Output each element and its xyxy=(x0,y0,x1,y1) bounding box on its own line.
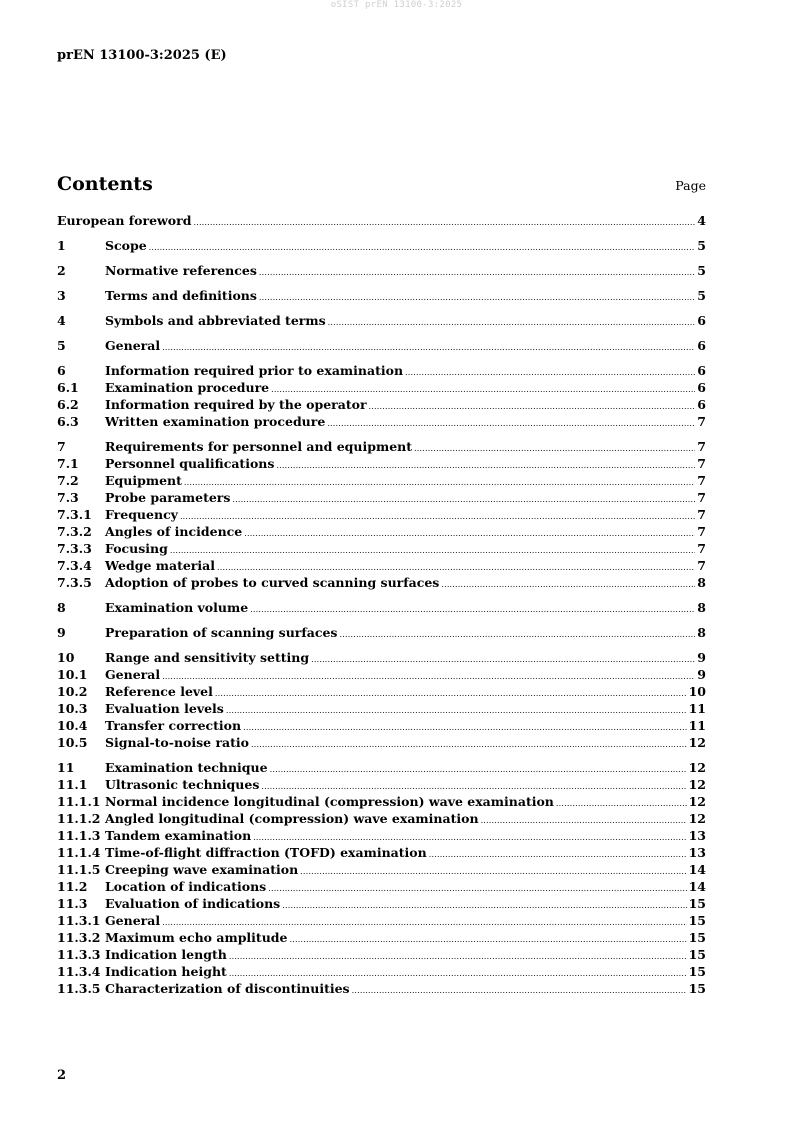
toc-entry-number: 11.1.2 xyxy=(57,811,101,826)
toc-entry-number: 11.3.5 xyxy=(57,981,101,996)
toc-entry[interactable] xyxy=(57,929,706,946)
toc-entry-number: 6 xyxy=(57,363,66,378)
dot-leader xyxy=(232,491,695,508)
toc-entry-number: 3 xyxy=(57,288,66,303)
toc-entry-page: 6 xyxy=(697,363,706,378)
toc-entry[interactable] xyxy=(57,379,706,396)
toc-entry-page: 6 xyxy=(697,380,706,395)
toc-entry-page: 6 xyxy=(697,338,706,353)
dot-leader xyxy=(244,525,695,542)
toc-entry-title: Written examination procedure xyxy=(105,414,326,429)
toc-entry-title: European foreword xyxy=(57,213,192,228)
toc-entry-title: Information required prior to examination xyxy=(105,363,404,378)
toc-entry[interactable] xyxy=(57,472,706,489)
toc-entry-page: 14 xyxy=(688,879,706,894)
toc-entry[interactable] xyxy=(57,362,706,379)
dot-leader xyxy=(429,846,687,863)
toc-entry[interactable] xyxy=(57,776,706,793)
toc-entry-title: Wedge material xyxy=(105,558,215,573)
toc-entry-title: Evaluation of indications xyxy=(105,896,281,911)
toc-entry-title: Characterization of discontinuities xyxy=(105,981,350,996)
toc-entry[interactable] xyxy=(57,212,706,229)
toc-entry-title: General xyxy=(105,667,161,682)
toc-entry-number: 10.3 xyxy=(57,701,88,716)
toc-entry-page: 15 xyxy=(688,947,706,962)
toc-entry-title: Equipment xyxy=(105,473,182,488)
toc-entry-number: 8 xyxy=(57,600,66,615)
dot-leader xyxy=(441,576,695,593)
toc-entry[interactable] xyxy=(57,455,706,472)
toc-entry-number: 11.3.3 xyxy=(57,947,101,962)
toc-entry[interactable] xyxy=(57,717,706,734)
toc-entry-page: 7 xyxy=(697,507,706,522)
toc-entry[interactable] xyxy=(57,312,706,329)
toc-entry-page: 7 xyxy=(697,490,706,505)
dot-leader xyxy=(229,948,687,965)
toc-entry-page: 7 xyxy=(697,439,706,454)
dot-leader xyxy=(193,214,695,231)
toc-entry-title: Transfer correction xyxy=(105,718,242,733)
table-of-contents xyxy=(57,212,706,997)
toc-entry[interactable] xyxy=(57,287,706,304)
toc-entry-number: 10 xyxy=(57,650,75,665)
toc-entry-number: 11.3 xyxy=(57,896,88,911)
toc-entry-title: Terms and definitions xyxy=(105,288,257,303)
dot-leader xyxy=(268,880,686,897)
toc-entry-title: Information required by the operator xyxy=(105,397,367,412)
toc-entry-title: Personnel qualifications xyxy=(105,456,275,471)
dot-leader xyxy=(270,761,687,778)
toc-entry-title: Indication length xyxy=(105,947,227,962)
dot-leader xyxy=(251,736,687,753)
toc-entry-title: Range and sensitivity setting xyxy=(105,650,310,665)
toc-entry-page: 4 xyxy=(697,213,706,228)
toc-entry-number: 11.1.4 xyxy=(57,845,101,860)
dot-leader xyxy=(226,702,687,719)
toc-entry[interactable] xyxy=(57,793,706,810)
toc-entry-number: 11.1.5 xyxy=(57,862,101,877)
toc-entry-page: 12 xyxy=(688,794,706,809)
toc-entry-page: 8 xyxy=(697,625,706,640)
toc-entry-page: 15 xyxy=(688,913,706,928)
toc-entry-number: 6.3 xyxy=(57,414,79,429)
toc-entry-number: 11 xyxy=(57,760,75,775)
toc-entry-number: 7.1 xyxy=(57,456,79,471)
page-number: 2 xyxy=(57,1068,67,1083)
toc-entry-number: 7 xyxy=(57,439,66,454)
toc-entry[interactable] xyxy=(57,946,706,963)
toc-entry-title: Reference level xyxy=(105,684,213,699)
toc-entry[interactable] xyxy=(57,895,706,912)
dot-leader xyxy=(259,264,695,281)
toc-entry-number: 10.2 xyxy=(57,684,88,699)
dot-leader xyxy=(149,239,696,256)
dot-leader xyxy=(481,812,687,829)
toc-entry[interactable] xyxy=(57,574,706,591)
toc-entry-title: Requirements for personnel and equipment xyxy=(105,439,413,454)
dot-leader xyxy=(162,339,695,356)
dot-leader xyxy=(282,897,686,914)
dot-leader xyxy=(327,415,695,432)
dot-leader xyxy=(311,651,695,668)
toc-entry-page: 7 xyxy=(697,456,706,471)
toc-entry[interactable] xyxy=(57,861,706,878)
toc-entry[interactable] xyxy=(57,237,706,254)
toc-entry-number: 11.1.1 xyxy=(57,794,101,809)
toc-entry-page: 7 xyxy=(697,473,706,488)
toc-entry-title: Maximum echo amplitude xyxy=(105,930,288,945)
toc-entry-number: 10.5 xyxy=(57,735,88,750)
toc-entry-number: 11.3.2 xyxy=(57,930,101,945)
toc-entry[interactable] xyxy=(57,963,706,980)
toc-entry-page: 7 xyxy=(697,524,706,539)
toc-entry-title: Evaluation levels xyxy=(105,701,224,716)
toc-entry-title: Indication height xyxy=(105,964,227,979)
toc-entry-title: Signal-to-noise ratio xyxy=(105,735,250,750)
toc-entry-number: 7.3.4 xyxy=(57,558,92,573)
document-id: prEN 13100-3:2025 (E) xyxy=(57,48,227,63)
toc-entry-title: Frequency xyxy=(105,507,178,522)
dot-leader xyxy=(290,931,687,948)
dot-leader xyxy=(162,668,695,685)
toc-entry[interactable] xyxy=(57,413,706,430)
toc-entry-number: 11.1 xyxy=(57,777,88,792)
toc-entry[interactable] xyxy=(57,980,706,997)
toc-entry-title: Tandem examination xyxy=(105,828,252,843)
dot-leader xyxy=(259,289,695,306)
toc-entry-title: Creeping wave examination xyxy=(105,862,299,877)
toc-entry-number: 7.3.2 xyxy=(57,524,92,539)
toc-entry[interactable] xyxy=(57,599,706,616)
toc-entry-page: 15 xyxy=(688,964,706,979)
toc-entry-page: 12 xyxy=(688,811,706,826)
toc-entry[interactable] xyxy=(57,506,706,523)
toc-entry-page: 12 xyxy=(688,777,706,792)
toc-entry[interactable] xyxy=(57,759,706,776)
toc-entry-number: 7.3 xyxy=(57,490,79,505)
toc-entry-title: Examination volume xyxy=(105,600,249,615)
dot-leader xyxy=(405,364,695,381)
toc-entry-page: 12 xyxy=(688,735,706,750)
toc-entry-number: 11.1.3 xyxy=(57,828,101,843)
toc-entry-number: 11.3.4 xyxy=(57,964,101,979)
toc-entry[interactable] xyxy=(57,624,706,641)
toc-entry-number: 10.4 xyxy=(57,718,88,733)
toc-entry[interactable] xyxy=(57,438,706,455)
toc-entry-page: 5 xyxy=(697,238,706,253)
toc-entry-page: 5 xyxy=(697,288,706,303)
toc-entry[interactable] xyxy=(57,396,706,413)
toc-entry-title: Angles of incidence xyxy=(105,524,243,539)
toc-entry-number: 2 xyxy=(57,263,66,278)
dot-leader xyxy=(215,685,687,702)
toc-entry-title: Location of indications xyxy=(105,879,267,894)
toc-entry[interactable] xyxy=(57,700,706,717)
toc-entry-title: Scope xyxy=(105,238,147,253)
toc-entry-page: 7 xyxy=(697,558,706,573)
toc-entry-title: General xyxy=(105,338,161,353)
toc-entry-number: 7.3.1 xyxy=(57,507,92,522)
toc-entry-number: 11.2 xyxy=(57,879,88,894)
toc-entry-title: Normative references xyxy=(105,263,257,278)
dot-leader xyxy=(250,601,695,618)
toc-entry-title: Focusing xyxy=(105,541,168,556)
toc-entry-number: 7.3.5 xyxy=(57,575,92,590)
toc-entry-title: General xyxy=(105,913,161,928)
toc-entry-page: 15 xyxy=(688,896,706,911)
toc-entry[interactable] xyxy=(57,557,706,574)
toc-entry-title: Examination technique xyxy=(105,760,268,775)
toc-entry[interactable] xyxy=(57,827,706,844)
toc-entry-page: 11 xyxy=(688,701,706,716)
toc-entry-number: 1 xyxy=(57,238,66,253)
toc-entry-page: 15 xyxy=(688,930,706,945)
toc-entry-title: Ultrasonic techniques xyxy=(105,777,260,792)
toc-entry-number: 6.1 xyxy=(57,380,79,395)
dot-leader xyxy=(414,440,695,457)
toc-entry-page: 10 xyxy=(688,684,706,699)
toc-entry-page: 9 xyxy=(697,667,706,682)
toc-entry[interactable] xyxy=(57,523,706,540)
dot-leader xyxy=(184,474,695,491)
toc-entry-page: 15 xyxy=(688,981,706,996)
toc-entry-page: 8 xyxy=(697,575,706,590)
toc-entry-title: Angled longitudinal (compression) wave examination xyxy=(105,811,479,826)
dot-leader xyxy=(339,626,695,643)
toc-entry-title: Adoption of probes to curved scanning surfaces xyxy=(105,575,440,590)
toc-entry-page: 9 xyxy=(697,650,706,665)
contents-title: Contents xyxy=(57,173,153,195)
toc-entry-number: 10.1 xyxy=(57,667,88,682)
dot-leader xyxy=(556,795,687,812)
toc-entry-number: 11.3.1 xyxy=(57,913,101,928)
toc-entry-number: 9 xyxy=(57,625,66,640)
toc-entry-number: 6.2 xyxy=(57,397,79,412)
dot-leader xyxy=(300,863,686,880)
toc-entry-page: 5 xyxy=(697,263,706,278)
dot-leader xyxy=(369,398,696,415)
toc-entry-title: Symbols and abbreviated terms xyxy=(105,313,326,328)
toc-entry-number: 5 xyxy=(57,338,66,353)
toc-entry-page: 7 xyxy=(697,541,706,556)
toc-entry[interactable] xyxy=(57,810,706,827)
toc-entry[interactable] xyxy=(57,878,706,895)
dot-leader xyxy=(352,982,687,999)
page-column-label: Page xyxy=(675,178,706,193)
toc-entry[interactable] xyxy=(57,489,706,506)
toc-entry-page: 8 xyxy=(697,600,706,615)
toc-entry-title: Preparation of scanning surfaces xyxy=(105,625,338,640)
toc-entry-title: Probe parameters xyxy=(105,490,231,505)
dot-leader xyxy=(180,508,695,525)
toc-entry-title: Time-of-flight diffraction (TOFD) examination xyxy=(105,845,427,860)
toc-entry[interactable] xyxy=(57,734,706,751)
toc-entry-title: Examination procedure xyxy=(105,380,270,395)
toc-entry-page: 6 xyxy=(697,397,706,412)
toc-entry[interactable] xyxy=(57,844,706,861)
toc-entry-page: 12 xyxy=(688,760,706,775)
toc-entry-page: 13 xyxy=(688,828,706,843)
toc-entry[interactable] xyxy=(57,337,706,354)
dot-leader xyxy=(170,542,695,559)
toc-entry[interactable] xyxy=(57,262,706,279)
toc-entry-page: 6 xyxy=(697,313,706,328)
toc-entry-page: 7 xyxy=(697,414,706,429)
dot-leader xyxy=(243,719,686,736)
toc-entry-page: 14 xyxy=(688,862,706,877)
dot-leader xyxy=(276,457,695,474)
toc-entry-page: 13 xyxy=(688,845,706,860)
toc-entry[interactable] xyxy=(57,540,706,557)
toc-entry[interactable] xyxy=(57,666,706,683)
toc-entry-number: 7.3.3 xyxy=(57,541,92,556)
toc-entry-title: Normal incidence longitudinal (compression) wave examination xyxy=(105,794,554,809)
toc-entry-number: 7.2 xyxy=(57,473,79,488)
toc-entry[interactable] xyxy=(57,649,706,666)
toc-entry[interactable] xyxy=(57,912,706,929)
dot-leader xyxy=(328,314,696,331)
toc-entry-number: 4 xyxy=(57,313,66,328)
watermark: oSIST prEN 13100-3:2025 xyxy=(330,0,463,10)
toc-entry[interactable] xyxy=(57,683,706,700)
toc-entry-page: 11 xyxy=(688,718,706,733)
